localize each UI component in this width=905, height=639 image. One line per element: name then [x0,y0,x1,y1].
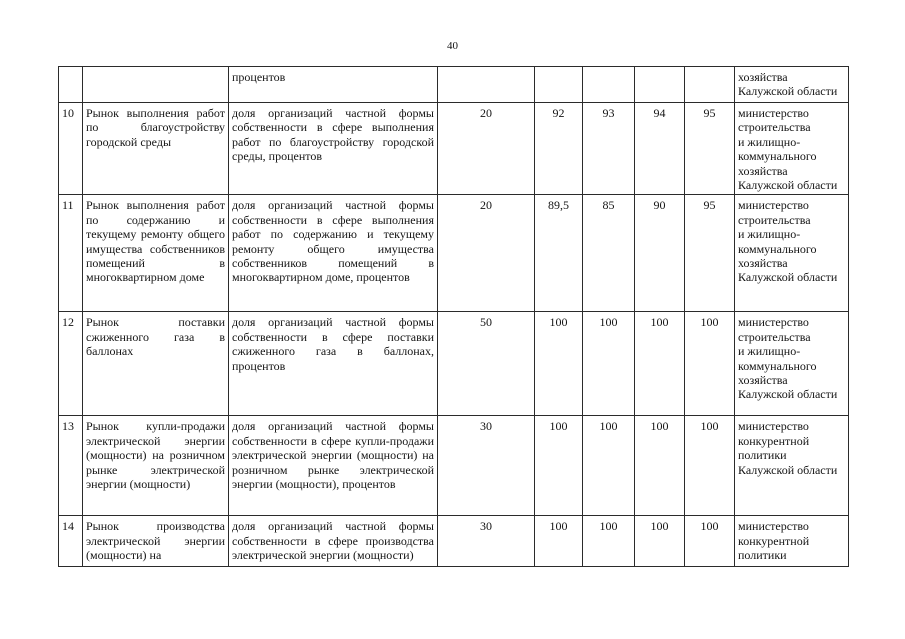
responsible-body: министерство конкурентной политики Калужской области [735,416,849,516]
markets-table [58,66,849,567]
indicator-value: 100 [685,416,735,516]
indicator-value: 92 [535,103,583,195]
indicator-value: 94 [635,103,685,195]
indicator-text: доля организаций частной формы собственности в сфере выполнения работ по благоустройству городской среды, процентов [229,103,438,195]
indicator-value: 100 [635,516,685,567]
indicator-value: 100 [583,312,635,416]
indicator-value: 100 [635,312,685,416]
indicator-value: 100 [535,312,583,416]
indicator-value: 50 [438,312,535,416]
indicator-value: 100 [685,516,735,567]
indicator-value: 100 [635,416,685,516]
indicator-text: доля организаций частной формы собственности в сфере поставки сжиженного газа в баллонах, процентов [229,312,438,416]
row-number: 14 [59,516,83,567]
market-name: Рынок поставки сжиженного газа в баллонах [83,312,229,416]
table-row [59,103,849,195]
responsible-body: министерство строительства и жилищно-коммунального хозяйства Калужской области [735,312,849,416]
indicator-value: 100 [535,516,583,567]
indicator-value: 93 [583,103,635,195]
row-number: 13 [59,416,83,516]
page-number: 40 [447,40,458,52]
row-number: 10 [59,103,83,195]
responsible-body: министерство строительства и жилищно-коммунального хозяйства Калужской области [735,103,849,195]
row-number: 11 [59,195,83,312]
value-cell [535,67,583,103]
market-cell [83,67,229,103]
number-cell [59,67,83,103]
indicator-text: доля организаций частной формы собственности в сфере производства электрической энергии (мощности) [229,516,438,567]
market-name: Рынок купли-продажи электрической энергии (мощности) на розничном рынке электрической энергии (мощности) [83,416,229,516]
indicator-value: 100 [535,416,583,516]
indicator-value: 89,5 [535,195,583,312]
indicator-value: 100 [583,516,635,567]
indicator-value: 30 [438,516,535,567]
indicator-text: доля организаций частной формы собственности в сфере выполнения работ по содержанию и текущему ремонту общего имущества собственников помещений в многоквартирном доме, процентов [229,195,438,312]
indicator-value: 85 [583,195,635,312]
value-cell [635,67,685,103]
table-row [59,516,849,567]
responsible-cell: хозяйства Калужской области [735,67,849,103]
indicator-value: 90 [635,195,685,312]
value-cell [583,67,635,103]
value-cell [438,67,535,103]
indicator-value: 100 [685,312,735,416]
indicator-value: 95 [685,103,735,195]
table-row [59,416,849,516]
responsible-body: министерство конкурентной политики [735,516,849,567]
market-name: Рынок выполнения работ по благоустройству городской среды [83,103,229,195]
indicator-value: 100 [583,416,635,516]
table-row [59,195,849,312]
indicator-cell: процентов [229,67,438,103]
market-name: Рынок производства электрической энергии (мощности) на [83,516,229,567]
responsible-body: министерство строительства и жилищно-коммунального хозяйства Калужской области [735,195,849,312]
indicator-text: доля организаций частной формы собственности в сфере купли-продажи электрической энергии (мощности) на розничном рынке электрической энергии (мощности), процентов [229,416,438,516]
market-name: Рынок выполнения работ по содержанию и текущему ремонту общего имущества собственников помещений в многоквартирном доме [83,195,229,312]
indicator-value: 95 [685,195,735,312]
indicator-value: 30 [438,416,535,516]
row-number: 12 [59,312,83,416]
indicator-value: 20 [438,103,535,195]
value-cell [685,67,735,103]
table-row-continuation [59,67,849,103]
indicator-value: 20 [438,195,535,312]
table-row [59,312,849,416]
